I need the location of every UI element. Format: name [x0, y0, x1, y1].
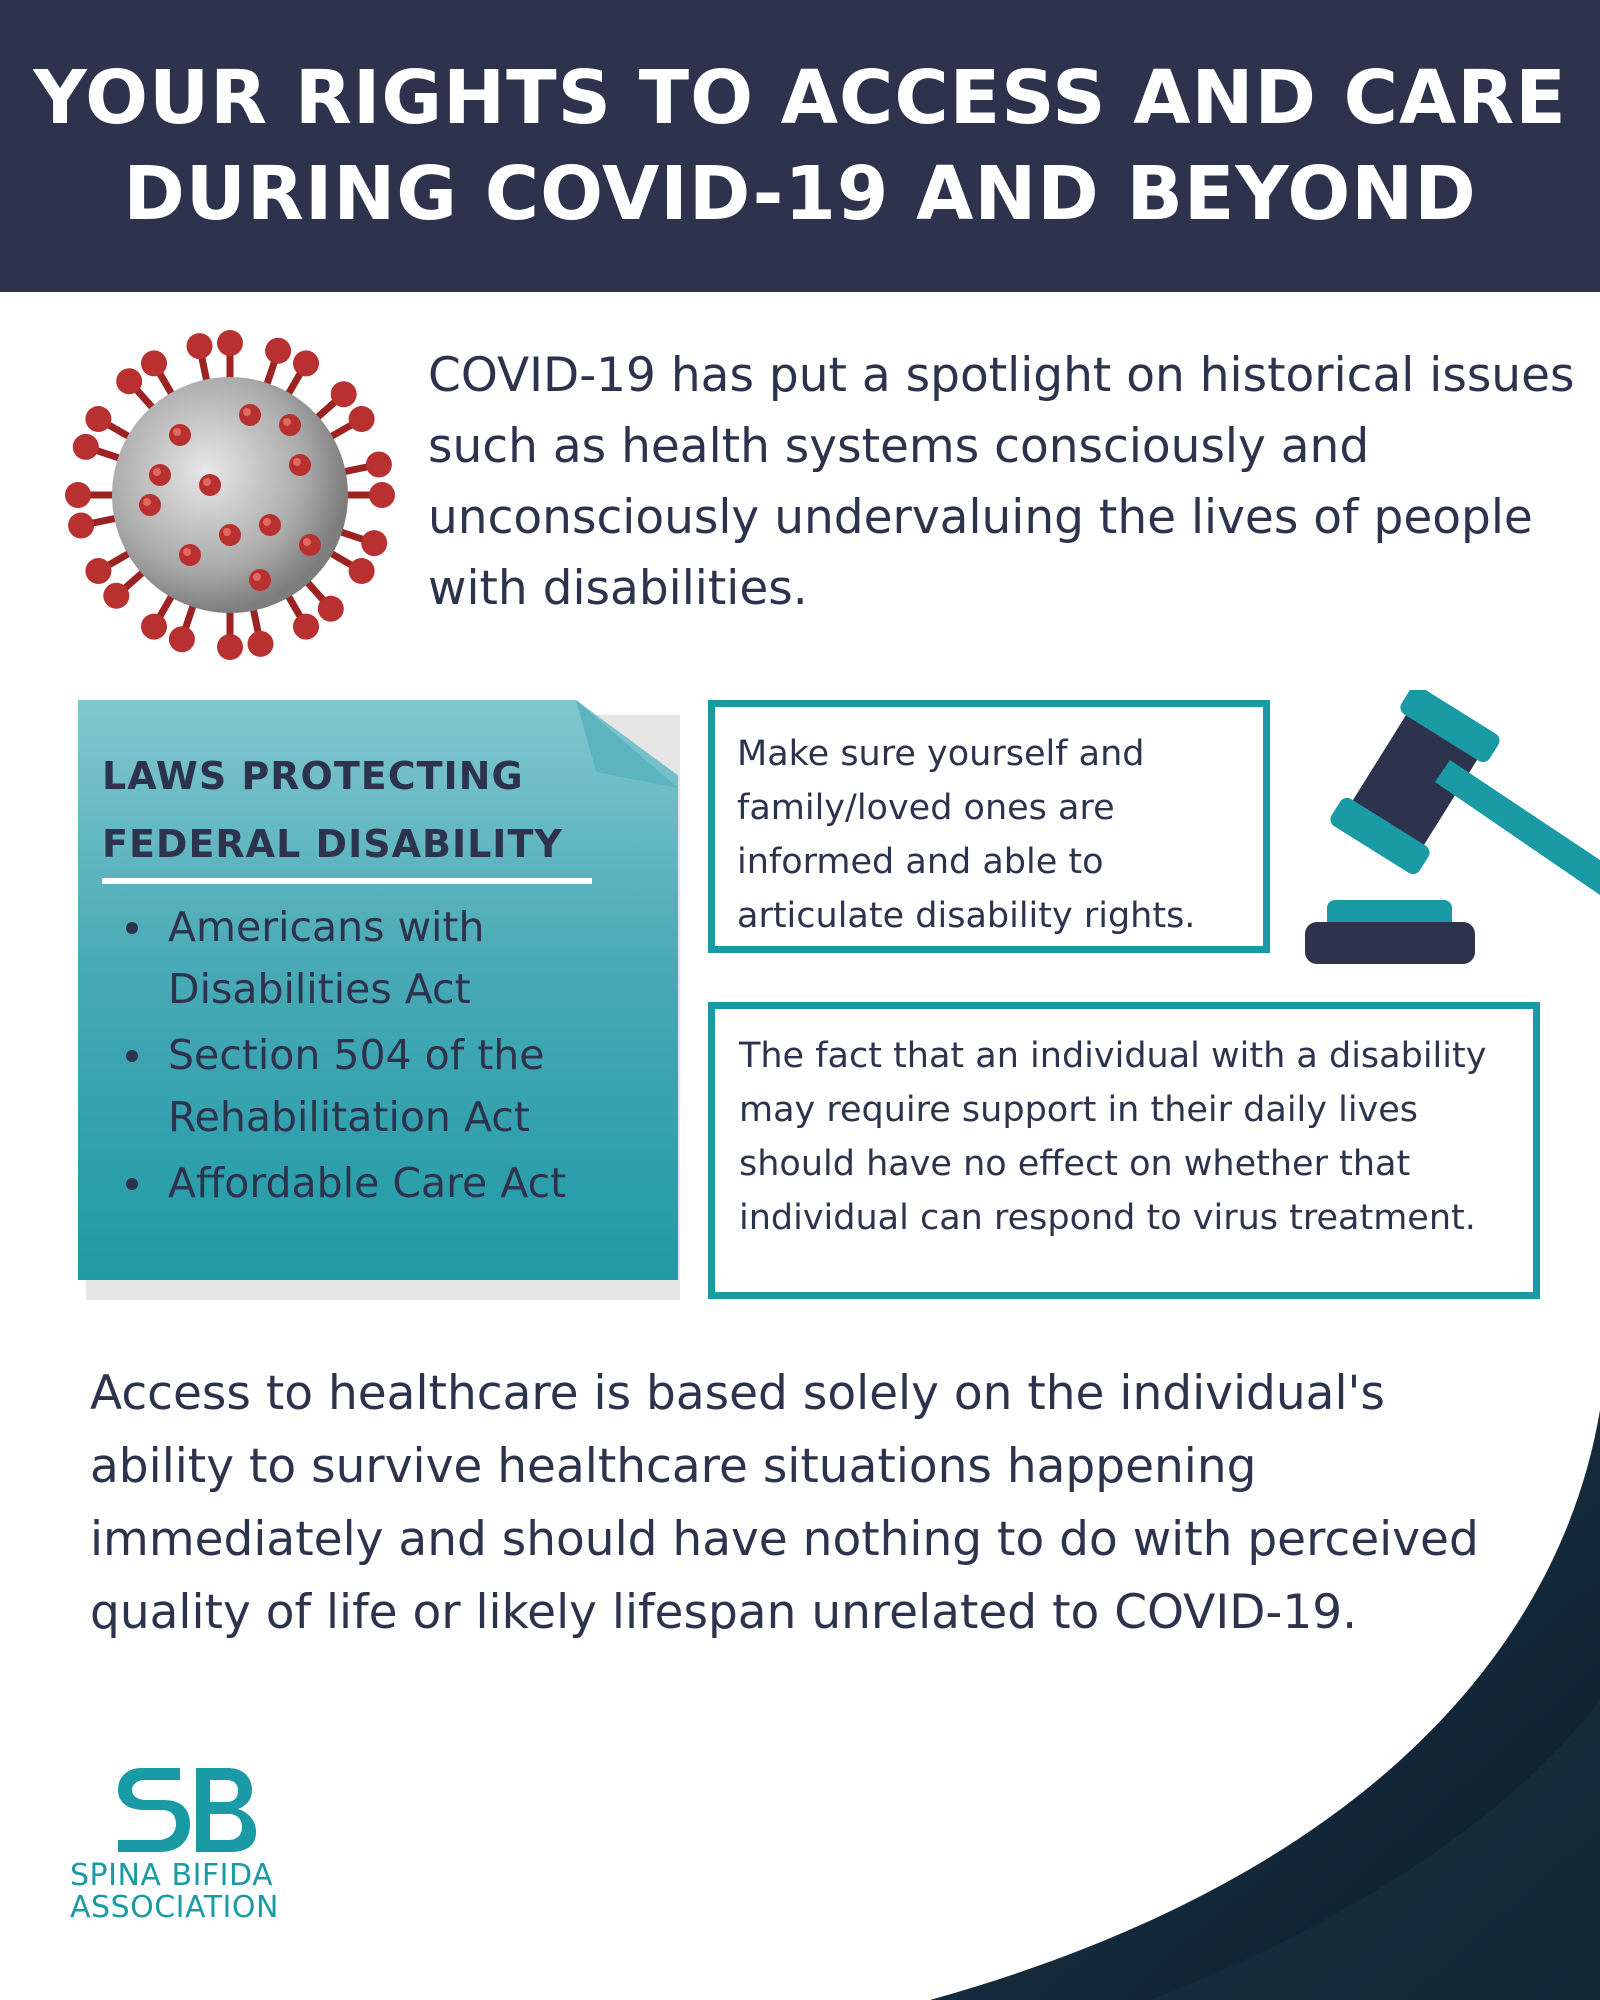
bullet-icon	[126, 1050, 138, 1062]
laws-title-line-1: LAWS PROTECTING	[102, 754, 524, 798]
law-item	[102, 1152, 672, 1214]
logo-text-line-1: SPINA BIFIDA	[70, 1858, 274, 1893]
inform-callout	[708, 700, 1270, 953]
law-item-label: Americans with Disabilities Act	[168, 903, 485, 1013]
spina-bifida-association-logo	[70, 1760, 300, 1925]
bullet-icon	[126, 1178, 138, 1190]
laws-divider	[102, 878, 592, 884]
page-title-line-1: YOUR RIGHTS TO ACCESS AND CARE	[33, 55, 1567, 141]
closing-paragraph: Access to healthcare is based solely on the individual's ability to survive healthcare situations happening immediately and should have nothing to do with perceived quality of life or likely lifespan unrelated to COVID-19.	[90, 1366, 1479, 1640]
gavel-icon	[1295, 690, 1600, 975]
laws-list	[102, 896, 672, 1218]
page-title-line-2: DURING COVID-19 AND BEYOND	[123, 151, 1477, 237]
inform-callout-text: Make sure yourself and family/loved ones are informed and able to articulate disability rights.	[737, 734, 1196, 936]
laws-title-line-2: FEDERAL DISABILITY	[102, 822, 563, 866]
bullet-icon	[126, 922, 138, 934]
laws-card-title	[102, 742, 622, 878]
logo-text-line-2: ASSOCIATION	[70, 1890, 279, 1925]
sb-logo-mark	[110, 1760, 260, 1860]
support-callout-text: The fact that an individual with a disability may require support in their daily lives should have no effect on whether that individual can respond to virus treatment.	[739, 1036, 1487, 1238]
law-item	[102, 1024, 672, 1148]
logo-text	[70, 1860, 310, 1924]
coronavirus-icon	[60, 325, 400, 665]
law-item-label: Section 504 of the Rehabilitation Act	[168, 1031, 545, 1141]
intro-paragraph: COVID-19 has put a spotlight on historical issues such as health systems consciously and unconsciously undervaluing the lives of people with disabilities.	[428, 348, 1575, 616]
header-banner	[0, 0, 1600, 292]
support-callout	[708, 1002, 1540, 1299]
law-item	[102, 896, 672, 1020]
law-item-label: Affordable Care Act	[168, 1159, 567, 1207]
